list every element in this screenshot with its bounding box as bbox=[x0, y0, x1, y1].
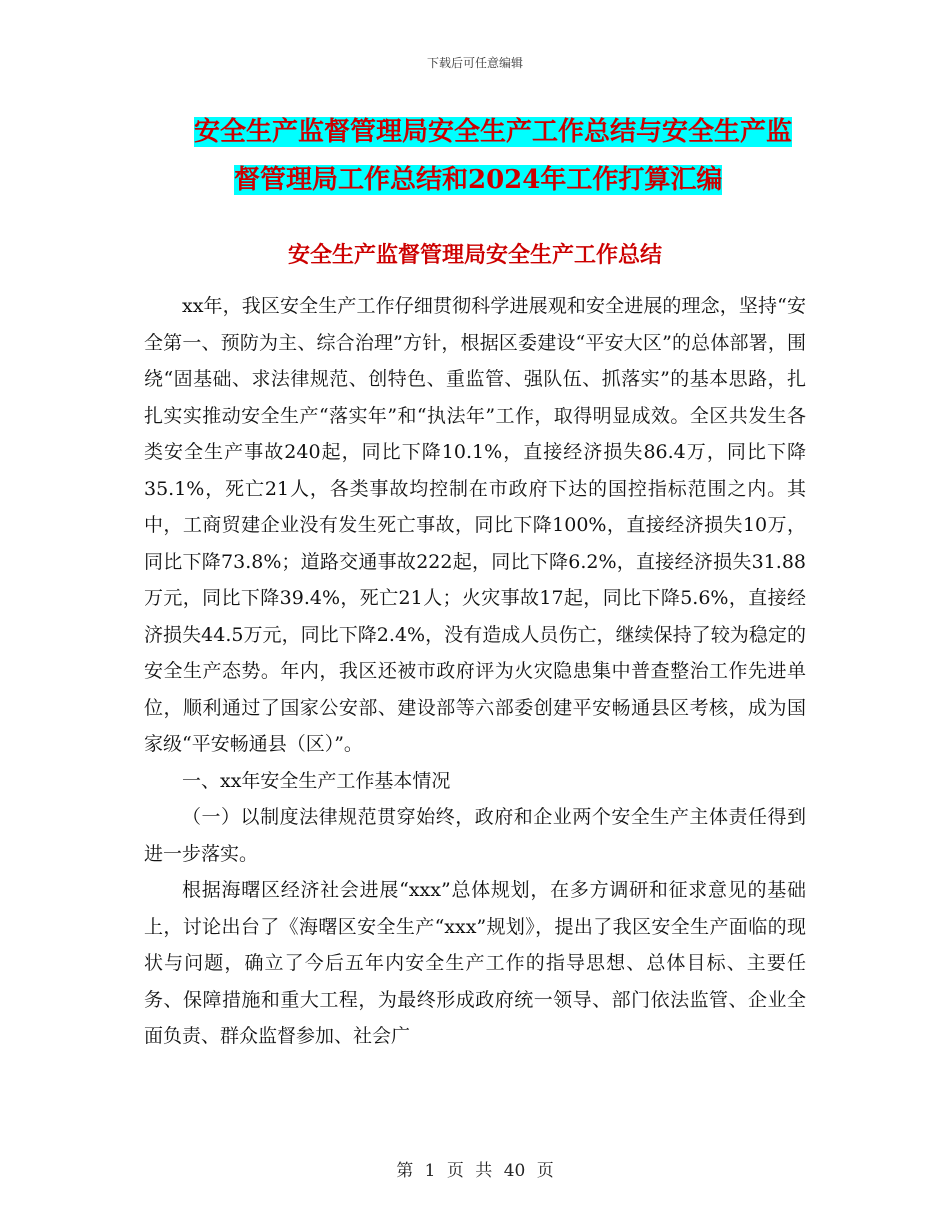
document-title-line-2 bbox=[144, 156, 824, 204]
section-heading: 安全生产监督管理局安全生产工作总结 bbox=[287, 242, 662, 268]
paragraph-subsection-heading: （一）以制度法律规范贯穿始终，政府和企业两个安全生产主体责任得到进一步落实。 bbox=[144, 806, 806, 865]
title-highlight-2: 督管理局工作总结和2024年工作打算汇编 bbox=[234, 165, 723, 195]
header-note: 下载后可任意编辑 bbox=[426, 56, 523, 70]
document-title bbox=[144, 108, 824, 204]
title-highlight-1: 安全生产监督管理局安全生产工作总结与安全生产监 bbox=[194, 117, 793, 147]
paragraph-section-heading: 一、xx年安全生产工作基本情况 bbox=[182, 769, 451, 792]
page-number-footer: 第 1 页 共 40 页 bbox=[396, 1161, 554, 1181]
document-title-line-1 bbox=[144, 108, 824, 156]
paragraph-planning: 根据海曙区经济社会进展“xxx”总体规划，在多方调研和征求意见的基础上，讨论出台了《海曙区安全生产“xxx”规划》，提出了我区安全生产面临的现状与问题，确立了今后五年内安全生产工作的指导思想、总体目标、主要任务、保障措施和重大工程，为最终形成政府统一领导、部门依法监管、企业全面负责、群众监督参加、社会广 bbox=[144, 879, 806, 1047]
paragraph-summary: xx年，我区安全生产工作仔细贯彻科学进展观和安全进展的理念，坚持“安全第一、预防为主、综合治理”方针，根据区委建设“平安大区”的总体部署，围绕“固基础、求法律规范、创特色、重监管、强队伍、抓落实”的基本思路，扎扎实实推动安全生产“落实年”和“执法年”工作，取得明显成效。全区共发生各类安全生产事故240起，同比下降10.1%，直接经济损失86.4万，同比下降35.1%，死亡21人，各类事故均控制在市政府下达的国控指标范围之内。其中，工商贸建企业没有发生死亡事故，同比下降100%，直接经济损失10万，同比下降73.8%；道路交通事故222起，同比下降6.2%，直接经济损失31.88万元，同比下降39.4%，死亡21人；火灾事故17起，同比下降5.6%，直接经济损失44.5万元，同比下降2.4%，没有造成人员伤亡，继续保持了较为稳定的安全生产态势。年内，我区还被市政府评为火灾隐患集中普查整治工作先进单位，顺利通过了国家公安部、建设部等六部委创建平安畅通县区考核，成为国家级“平安畅通县（区）”。 bbox=[144, 295, 806, 755]
document-body bbox=[144, 288, 806, 1055]
